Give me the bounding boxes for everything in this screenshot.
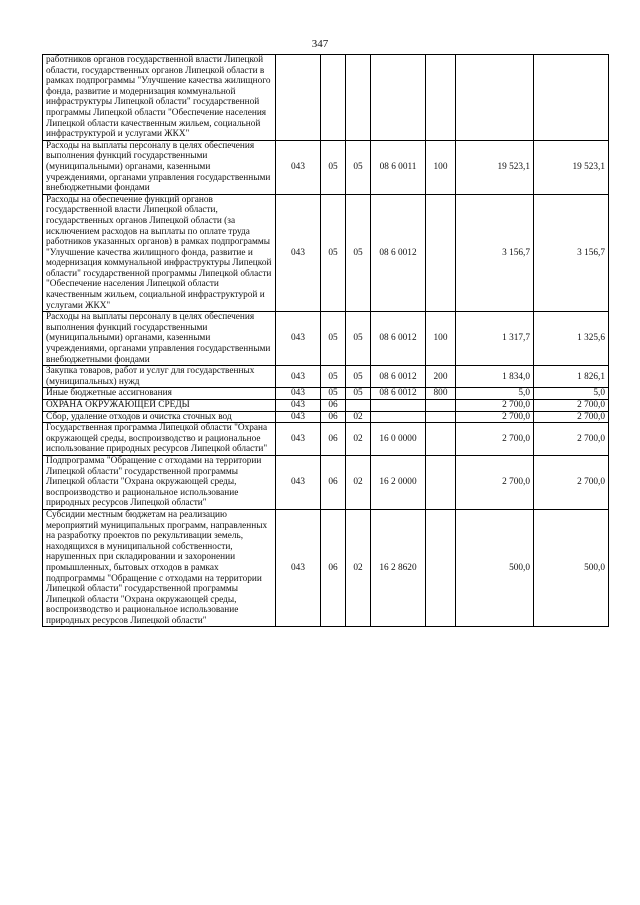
subsection-code: 05: [346, 366, 371, 388]
admin-code: 043: [276, 423, 321, 456]
sum-year-2: 2 700,0: [534, 400, 609, 412]
target-article: 16 0 0000: [371, 423, 426, 456]
subsection-code: 02: [346, 455, 371, 509]
admin-code: 043: [276, 366, 321, 388]
subsection-code: 05: [346, 388, 371, 400]
section-code: 05: [321, 312, 346, 366]
target-article: 16 2 0000: [371, 455, 426, 509]
sum-year-1: 2 700,0: [456, 400, 534, 412]
admin-code: 043: [276, 312, 321, 366]
admin-code: 043: [276, 509, 321, 627]
expense-type: [426, 423, 456, 456]
expense-name: Закупка товаров, работ и услуг для государственных (муниципальных) нужд: [43, 366, 276, 388]
expense-name: Подпрограмма "Обращение с отходами на территории Липецкой области" государственной программы Липецкой области "Охрана окружающей среды, воспроизводство и рациональное использование природных ресурсов Липецкой области": [43, 455, 276, 509]
expense-type: [426, 455, 456, 509]
admin-code: 043: [276, 411, 321, 423]
admin-code: 043: [276, 455, 321, 509]
subsection-code: 05: [346, 312, 371, 366]
sum-year-2: 1 325,6: [534, 312, 609, 366]
sum-year-1: 500,0: [456, 509, 534, 627]
section-code: 06: [321, 411, 346, 423]
subsection-code: 02: [346, 423, 371, 456]
target-article: [371, 55, 426, 141]
expense-type: [426, 194, 456, 312]
table-row: [43, 400, 609, 412]
sum-year-2: 5,0: [534, 388, 609, 400]
expense-name: ОХРАНА ОКРУЖАЮЩЕЙ СРЕДЫ: [43, 400, 276, 412]
expense-name: Сбор, удаление отходов и очистка сточных вод: [43, 411, 276, 423]
expense-type: [426, 509, 456, 627]
expense-name: работников органов государственной власти Липецкой области, государственных органов Липецкой области в рамках подпрограммы "Улучшение качества жилищного фонда, развитие и модернизация коммунальной инфраструктуры Липецкой области" государственной программы Липецкой области "Обеспечение населения Липецкой области качественным жильем, социальной инфраструктурой и услугами ЖКХ": [43, 55, 276, 141]
budget-table: [42, 54, 609, 627]
expense-type: 800: [426, 388, 456, 400]
sum-year-1: 2 700,0: [456, 423, 534, 456]
expense-type: 100: [426, 312, 456, 366]
sum-year-2: 1 826,1: [534, 366, 609, 388]
admin-code: [276, 55, 321, 141]
admin-code: 043: [276, 140, 321, 194]
expense-type: 200: [426, 366, 456, 388]
section-code: 06: [321, 455, 346, 509]
admin-code: 043: [276, 194, 321, 312]
expense-type: [426, 411, 456, 423]
sum-year-1: 5,0: [456, 388, 534, 400]
table-row: [43, 388, 609, 400]
expense-type: [426, 400, 456, 412]
expense-name: Расходы на выплаты персоналу в целях обеспечения выполнения функций государственными (муниципальными) органами, казенными учреждениями, органами управления государственными внебюджетными фондами: [43, 140, 276, 194]
table-row: [43, 140, 609, 194]
expense-type: [426, 55, 456, 141]
target-article: 08 6 0012: [371, 194, 426, 312]
section-code: 05: [321, 366, 346, 388]
target-article: [371, 400, 426, 412]
target-article: 16 2 8620: [371, 509, 426, 627]
sum-year-2: 2 700,0: [534, 411, 609, 423]
sum-year-1: 2 700,0: [456, 411, 534, 423]
section-code: 06: [321, 400, 346, 412]
section-code: 06: [321, 509, 346, 627]
page-number: 347: [311, 38, 329, 50]
subsection-code: 02: [346, 509, 371, 627]
subsection-code: 05: [346, 194, 371, 312]
section-code: 05: [321, 140, 346, 194]
section-code: 05: [321, 388, 346, 400]
subsection-code: 05: [346, 140, 371, 194]
table-row: [43, 55, 609, 141]
sum-year-1: 19 523,1: [456, 140, 534, 194]
sum-year-1: 3 156,7: [456, 194, 534, 312]
table-row: [43, 312, 609, 366]
sum-year-2: 500,0: [534, 509, 609, 627]
subsection-code: [346, 400, 371, 412]
expense-name: Расходы на обеспечение функций органов государственной власти Липецкой области, государственных органов Липецкой области (за исключением расходов на выплаты по оплате труда работников указанных органов) в рамках подпрограммы "Улучшение качества жилищного фонда, развитие и модернизация коммунальной инфраструктуры Липецкой области" государственной программы Липецкой области "Обеспечение населения Липецкой области качественным жильем, социальной инфраструктурой и услугами ЖКХ": [43, 194, 276, 312]
table-row: [43, 194, 609, 312]
target-article: 08 6 0012: [371, 388, 426, 400]
section-code: 05: [321, 194, 346, 312]
sum-year-1: 1 317,7: [456, 312, 534, 366]
sum-year-2: [534, 55, 609, 141]
subsection-code: 02: [346, 411, 371, 423]
expense-name: Иные бюджетные ассигнования: [43, 388, 276, 400]
sum-year-2: 3 156,7: [534, 194, 609, 312]
expense-type: 100: [426, 140, 456, 194]
target-article: 08 6 0012: [371, 366, 426, 388]
admin-code: 043: [276, 400, 321, 412]
table-row: [43, 366, 609, 388]
target-article: 08 6 0011: [371, 140, 426, 194]
sum-year-1: 1 834,0: [456, 366, 534, 388]
section-code: 06: [321, 423, 346, 456]
sum-year-1: [456, 55, 534, 141]
expense-name: Субсидии местным бюджетам на реализацию мероприятий муниципальных программ, направленных на разработку проектов по рекультивации земель, находящихся в муниципальной собственности, нарушенных при складировании и захоронении промышленных, бытовых отходов в рамках подпрограммы "Обращение с отходами на территории Липецкой области" государственной программы Липецкой области "Охрана окружающей среды, воспроизводство и рациональное использование природных ресурсов Липецкой области": [43, 509, 276, 627]
table-row: [43, 411, 609, 423]
subsection-code: [346, 55, 371, 141]
target-article: [371, 411, 426, 423]
table-row: [43, 455, 609, 509]
target-article: 08 6 0012: [371, 312, 426, 366]
section-code: [321, 55, 346, 141]
sum-year-2: 19 523,1: [534, 140, 609, 194]
sum-year-2: 2 700,0: [534, 423, 609, 456]
expense-name: Государственная программа Липецкой области "Охрана окружающей среды, воспроизводство и рациональное использование природных ресурсов Липецкой области": [43, 423, 276, 456]
table-row: [43, 423, 609, 456]
sum-year-1: 2 700,0: [456, 455, 534, 509]
expense-name: Расходы на выплаты персоналу в целях обеспечения выполнения функций государственными (муниципальными) органами, казенными учреждениями, органами управления государственными внебюджетными фондами: [43, 312, 276, 366]
admin-code: 043: [276, 388, 321, 400]
table-row: [43, 509, 609, 627]
sum-year-2: 2 700,0: [534, 455, 609, 509]
